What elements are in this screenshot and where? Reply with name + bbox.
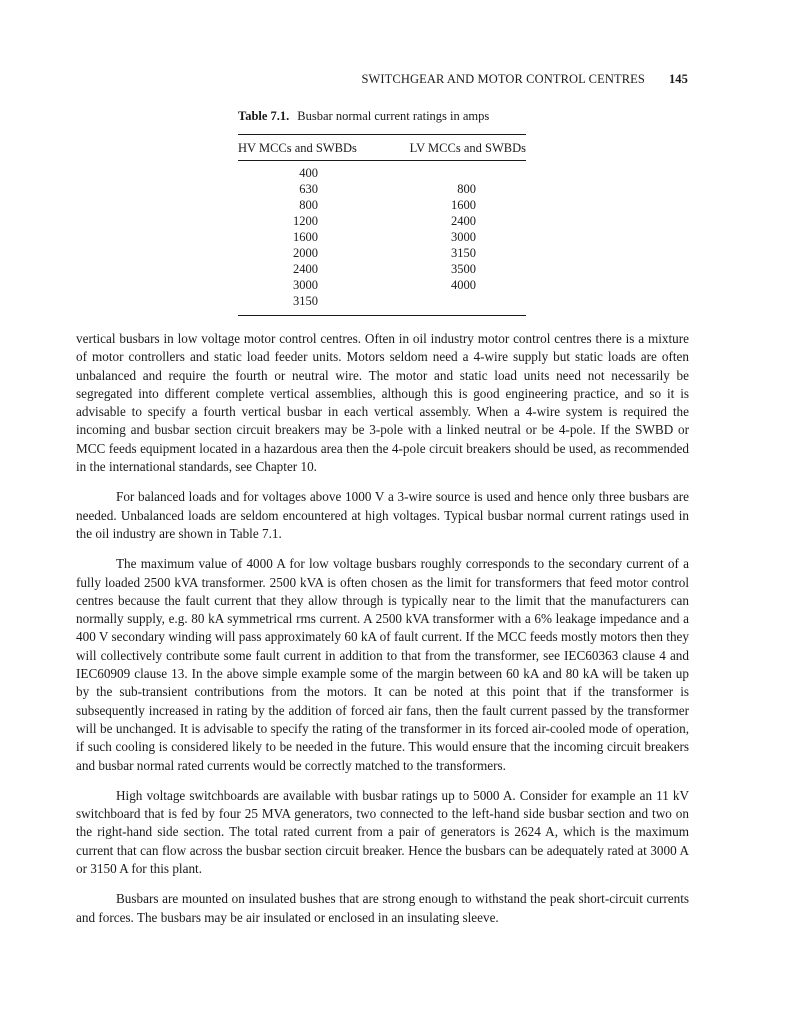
table-cell: 1200 [293, 214, 318, 228]
table-7-1 [238, 108, 526, 316]
table-row [238, 181, 526, 197]
table-cell [318, 165, 476, 181]
header-title: SWITCHGEAR AND MOTOR CONTROL CENTRES [361, 72, 645, 86]
table-caption-text: Busbar normal current ratings in amps [297, 109, 490, 123]
running-header [0, 72, 688, 87]
paragraph: The maximum value of 4000 A for low voltage busbars roughly corresponds to the secondary current of a fully loaded 2500 kVA transformer. 2500 kVA is often chosen as the limit for transformers that feed motor control centres because the fault current that they allow through is typically near to the limit that the manufacturers can normally supply, e.g. 80 kA symmetrical rms current. A 2500 kVA transformer with a 6% leakage impedance and a 400 V secondary winding will pass approximately 60 kA of fault current. If the MCC feeds mostly motors then they will collectively contribute some fault current in addition to that from the transformer, see IEC60363 clause 4 and IEC60909 clause 13. In the above simple example some of the margin between 60 kA and 80 kA will be taken up by the sub-transient contributions from the motors. It can be noted at this point that if the transformer is subsequently increased in rating by the addition of forced air fans, then the fault current passed by the transformer will be unchanged. It is advisable to specify the rating of the transformer in its forced air-cooled mode of operation, if such cooling is considered likely to be needed in the future. This would ensure that the incoming circuit breakers and busbar normal rated currents would be correctly matched to the transformers. [76, 556, 689, 773]
paragraph: Busbars are mounted on insulated bushes that are strong enough to withstand the peak short-circuit currents and forces. The busbars may be air insulated or enclosed in an insulating sleeve. [76, 891, 689, 925]
table-row [238, 261, 526, 277]
table-cell: 3500 [451, 262, 476, 276]
table-cell: 400 [299, 166, 318, 180]
table-cell: 2000 [293, 246, 318, 260]
table-column-header: LV MCCs and SWBDs [409, 141, 526, 155]
table-cell: 2400 [451, 214, 476, 228]
table-cell: 1600 [293, 230, 318, 244]
table-row [238, 229, 526, 245]
table-caption [238, 108, 526, 124]
paragraph: For balanced loads and for voltages above 1000 V a 3-wire source is used and hence only three busbars are needed. Unbalanced loads are seldom encountered at high voltages. Typical busbar normal current ratings used in the oil industry are shown in Table 7.1. [76, 489, 689, 541]
paragraph: vertical busbars in low voltage motor control centres. Often in oil industry motor control centres there is a mixture of motor controllers and static load feeder units. Motors seldom need a 4-wire supply but static loads are often unbalanced and require the fourth or neutral wire. The motor and static load units need not necessarily be segregated into different complete vertical assemblies, although this is good engineering practice, and so it is advisable to specify a fourth vertical busbar in each vertical assembly. When a 4-wire system is required the incoming and busbar section circuit breakers may be 3-pole with a linked neutral or be 4-pole. If the SWBD or MCC feeds equipment located in a hazardous area then the 4-pole circuit breakers should be used, as recommended in the international standards, see Chapter 10. [76, 331, 689, 475]
body-text [76, 330, 689, 939]
table-row [238, 293, 526, 309]
table-cell: 3150 [451, 246, 476, 260]
table-header-row [238, 135, 526, 160]
table-cell: 630 [299, 182, 318, 196]
table-cell: 3000 [451, 230, 476, 244]
table-row [238, 277, 526, 293]
page-number: 145 [668, 72, 688, 86]
table-cell: 1600 [451, 198, 476, 212]
paragraph: High voltage switchboards are available with busbar ratings up to 5000 A. Consider for example an 11 kV switchboard that is fed by four 25 MVA generators, two connected to the left-hand side busbar section and two on the right-hand side section. The total rated current from a pair of generators is 2624 A, which is the maximum current that can flow across the busbar section circuit breaker. Hence the busbars can be adequately rated at 3000 A or 3150 A for this plant. [76, 787, 689, 877]
table-cell: 3150 [293, 294, 318, 308]
table-row [238, 213, 526, 229]
table-row [238, 245, 526, 261]
table-cell: 2400 [293, 262, 318, 276]
table-body [238, 161, 526, 315]
table-label: Table 7.1. [238, 109, 290, 123]
table-column-header: HV MCCs and SWBDs [238, 141, 357, 155]
table-row [238, 165, 526, 181]
table-bottom-rule [238, 315, 526, 316]
table-cell [318, 293, 476, 309]
table-row [238, 197, 526, 213]
table-cell: 800 [457, 182, 476, 196]
table-cell: 4000 [451, 278, 476, 292]
table-cell: 3000 [293, 278, 318, 292]
table-cell: 800 [299, 198, 318, 212]
